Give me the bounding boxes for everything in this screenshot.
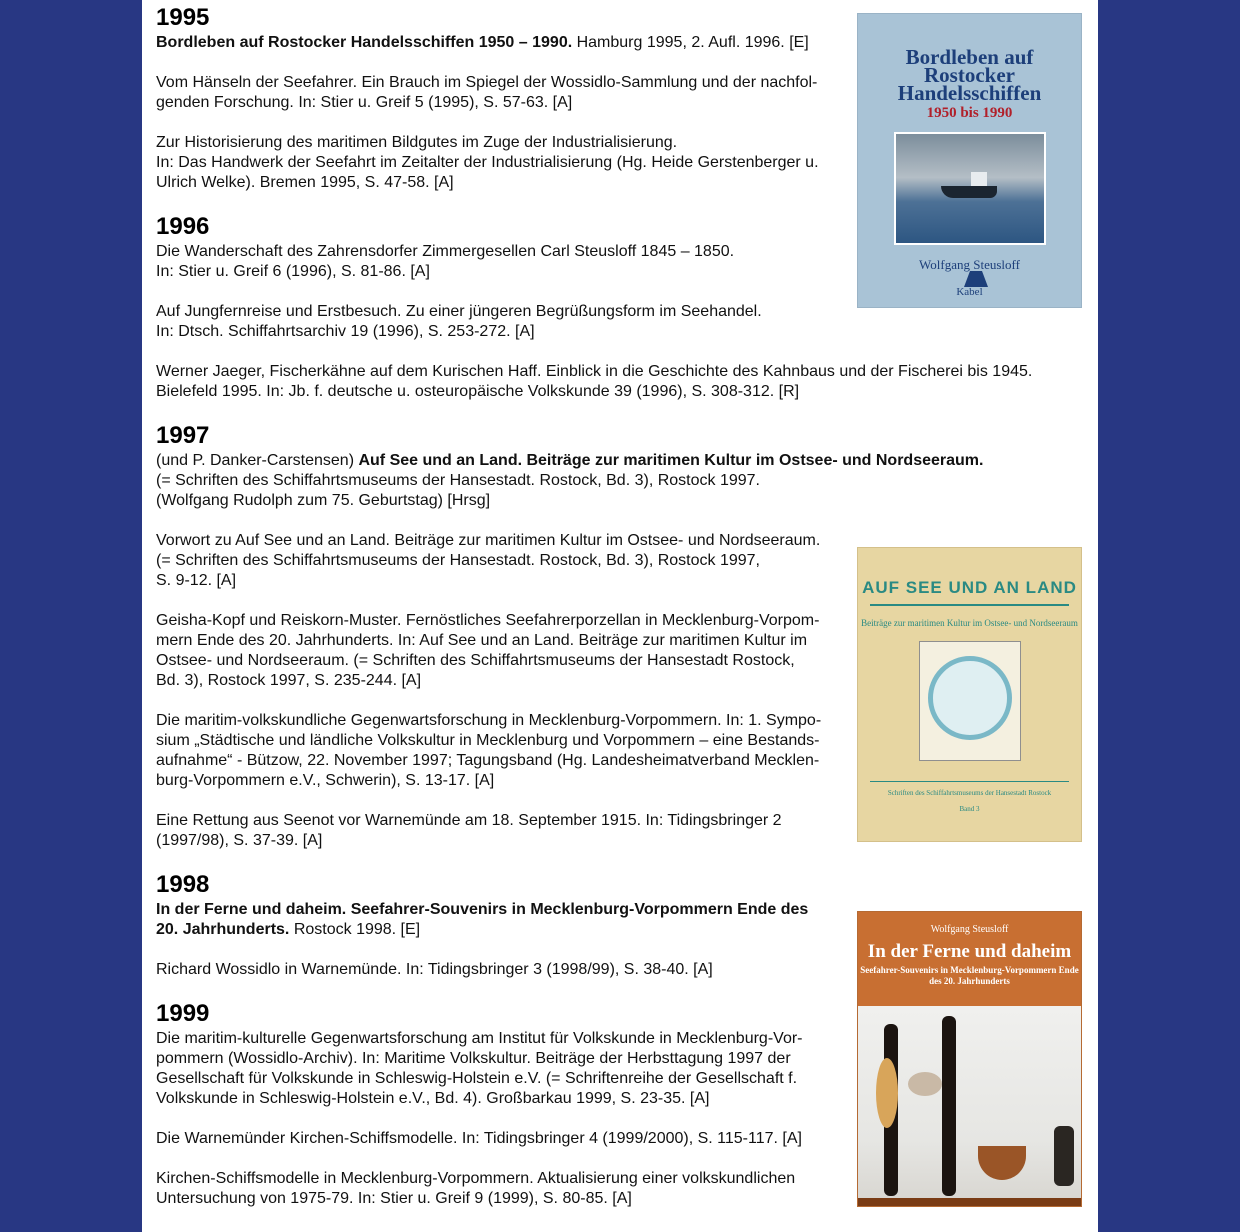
lifebuoy-image bbox=[919, 641, 1021, 761]
entry-text: Vom Hänseln der Seefahrer. Ein Brauch im Spiegel der Wossidlo-Sammlung und der nachfol- genden Forschung. In: Stier u. Greif 5 (1995), S. 57-63. [A] bbox=[156, 74, 818, 111]
year-heading: 1997 bbox=[156, 422, 210, 449]
ship-superstructure bbox=[971, 172, 987, 187]
cover-footer-band bbox=[858, 1198, 1081, 1206]
year-heading: 1996 bbox=[156, 213, 210, 240]
entry-text: Zur Historisierung des maritimen Bildgutes im Zuge der Industrialisierung. In: Das Handwerk der Seefahrt im Zeitalter der Industrialisierung (Hg. Heide Gerstenberger u. Ulrich Welke). Bremen 1995, S. 47-58. [A] bbox=[156, 134, 819, 191]
entry-text: Geisha-Kopf und Reiskorn-Muster. Fernöstliches Seefahrerporzellan in Mecklenburg-Vorpom- mern Ende des 20. Jahrhunderts. In: Auf See und an Land. Beiträge zur maritimen Kultur im Ostsee- und Nordseeraum. (= Schriften des Schiffahrtsmuseums der Hansestadt Rostock, Bd. 3), Rostock 1997, S. 235-244. [A] bbox=[156, 612, 820, 689]
horn-object bbox=[908, 1072, 942, 1096]
book-cover-bordleben bbox=[857, 13, 1082, 308]
entry-title-bold: Bordleben auf Rostocker Handelsschiffen 1950 – 1990. bbox=[156, 34, 573, 51]
year-heading: 1995 bbox=[156, 4, 210, 31]
entry-title-bold: In der Ferne und daheim. Seefahrer-Souvenirs in Mecklenburg-Vorpommern Ende des 20. Jahrhunderts. bbox=[156, 901, 809, 938]
entry-text: Rostock 1998. [E] bbox=[289, 921, 421, 938]
cover-title: AUF SEE UND AN LAND bbox=[862, 578, 1077, 597]
entry-text: Kirchen-Schiffsmodelle in Mecklenburg-Vorpommern. Aktualisierung einer volkskundlichen Untersuchung von 1975-79. In: Stier u. Greif 9 (1999), S. 80-85. [A] bbox=[156, 1170, 796, 1207]
carved-figure bbox=[942, 1016, 956, 1196]
bibliography-entry bbox=[156, 451, 1086, 511]
section-1997 bbox=[156, 422, 1086, 851]
entry-text: Die Warnemünder Kirchen-Schiffsmodelle. In: Tidingsbringer 4 (1999/2000), S. 115-117. [A] bbox=[156, 1130, 802, 1147]
cover-volume: Band 3 bbox=[959, 805, 980, 813]
carved-mask bbox=[1054, 1126, 1074, 1186]
cover-title: In der Ferne und daheim bbox=[867, 941, 1072, 962]
entry-text: Richard Wossidlo in Warnemünde. In: Tidingsbringer 3 (1998/99), S. 38-40. [A] bbox=[156, 961, 713, 978]
cover-header-band bbox=[858, 912, 1081, 1006]
carved-bowl bbox=[978, 1146, 1026, 1180]
entry-text: Die maritim-kulturelle Gegenwartsforschung am Institut für Volkskunde in Mecklenburg-Vor- pommern (Wossidlo-Archiv). In: Maritime Volkskultur. Beiträge der Herbsttagung 1997 der Gesellschaft für Volkskunde in Schleswig-Holstein e.V. (= Schriftenreihe der Gesellschaft f. Volkskunde in Schleswig-Holstein e.V., Bd. 4). Großbarkau 1999, S. 23-35. [A] bbox=[156, 1030, 803, 1107]
entry-text: Hamburg 1995, 2. Aufl. 1996. [E] bbox=[572, 34, 809, 51]
year-heading: 1998 bbox=[156, 871, 210, 898]
shield-object bbox=[876, 1058, 898, 1128]
entry-text: (= Schriften des Schiffahrtsmuseums der Hansestadt. Rostock, Bd. 3), Rostock 1997. (Wolfgang Rudolph zum 75. Geburtstag) [Hrsg] bbox=[156, 472, 760, 509]
cover-publisher: Kabel bbox=[956, 286, 983, 298]
cover-series: Schriften des Schiffahrtsmuseums der Hansestadt Rostock bbox=[887, 789, 1052, 797]
ship-hull bbox=[941, 186, 997, 198]
cover-years: 1950 bis 1990 bbox=[926, 105, 1013, 121]
bibliography-column bbox=[156, 0, 1086, 1229]
lifebuoy-ring bbox=[928, 656, 1012, 740]
entry-text: Vorwort zu Auf See und an Land. Beiträge zur maritimen Kultur im Ostsee- und Nordseeraum. (= Schriften des Schiffahrtsmuseums der Hansestadt. Rostock, Bd. 3), Rostock 1997, S. 9-12. [A] bbox=[156, 532, 821, 589]
book-cover-auf-see bbox=[857, 547, 1082, 842]
cover-subtitle: Seefahrer-Souvenirs in Mecklenburg-Vorpommern Ende des 20. Jahrhunderts bbox=[860, 965, 1079, 986]
cover-author: Wolfgang Steusloff bbox=[919, 257, 1020, 272]
content-page bbox=[142, 0, 1098, 1232]
entry-text: Eine Rettung aus Seenot vor Warnemünde am 18. September 1915. In: Tidingsbringer 2 (1997/98), S. 37-39. [A] bbox=[156, 812, 782, 849]
cover-title: Bordleben auf Rostocker Handelsschiffen bbox=[897, 45, 1042, 105]
entry-text: Werner Jaeger, Fischerkähne auf dem Kurischen Haff. Einblick in die Geschichte des Kahnbaus und der Fischerei bis 1945. Bielefeld 1995. In: Jb. f. deutsche u. osteuropäische Volkskunde 39 (1996), S. 308-312. [R] bbox=[156, 363, 1033, 400]
bibliography-entry bbox=[156, 302, 1086, 342]
ship-painting bbox=[894, 132, 1046, 245]
entry-text: Die maritim-volkskundliche Gegenwartsforschung in Mecklenburg-Vorpommern. In: 1. Sympo- sium „Städtische und ländliche Volkskultur in Mecklenburg und Vorpommern – eine Bestands- aufnahme“ - Bützow, 22. November 1997; Tagungsband (Hg. Landesheimatverband Mecklen- burg-Vorpommern e.V., Schwerin), S. 13-17. [A] bbox=[156, 712, 822, 789]
cover-subtitle: Beiträge zur maritimen Kultur im Ostsee- und Nordseeraum bbox=[861, 618, 1078, 628]
entry-text: Auf Jungfernreise und Erstbesuch. Zu einer jüngeren Begrüßungsform im Seehandel. In: Dtsch. Schiffahrtsarchiv 19 (1996), S. 253-272. [A] bbox=[156, 303, 762, 340]
entry-prefix: (und P. Danker-Carstensen) bbox=[156, 452, 359, 469]
bibliography-entry bbox=[156, 362, 1086, 402]
souvenir-photo bbox=[858, 1006, 1081, 1198]
cover-author: Wolfgang Steusloff bbox=[930, 924, 1009, 935]
entry-title-bold: Auf See und an Land. Beiträge zur maritimen Kultur im Ostsee- und Nordseeraum. bbox=[358, 452, 984, 469]
cover-rule bbox=[870, 781, 1069, 782]
year-heading: 1999 bbox=[156, 1000, 210, 1027]
entry-text: Die Wanderschaft des Zahrensdorfer Zimmergesellen Carl Steusloff 1845 – 1850. In: Stier u. Greif 6 (1996), S. 81-86. [A] bbox=[156, 243, 735, 280]
cover-rule bbox=[870, 604, 1069, 606]
book-cover-in-der-ferne bbox=[857, 911, 1082, 1207]
section-1998 bbox=[156, 871, 1086, 986]
